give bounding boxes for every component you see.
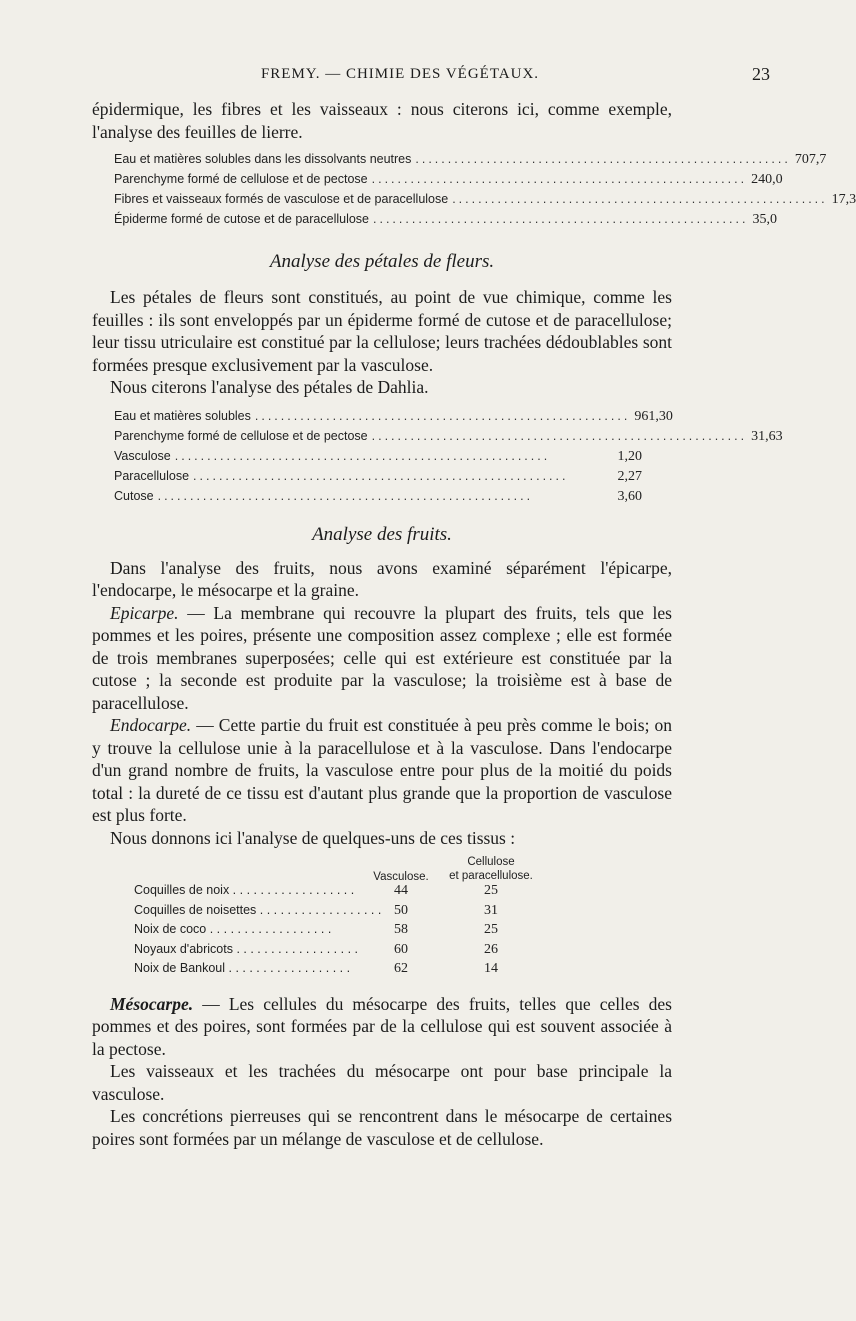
row-value: 240,0 bbox=[751, 172, 783, 187]
table-leaves bbox=[114, 152, 856, 232]
cellulose-value: 26 bbox=[484, 941, 498, 957]
paragraph-epicarpe-text: — La membrane qui recouvre la plupart des fruits, tels que les pommes et les poires, présente une composition assez complexe ; elle est formée de trois membranes superposées; celle qui est extérieure est constituée par la cutose ; la seconde est produite par la vasculose; la troisième est à base de paracellulose. bbox=[92, 602, 672, 713]
paragraph-epicarpe bbox=[92, 602, 672, 715]
table-row: Eau et matières solubles dans les dissolvants neutres .......................................................... 707,7 bbox=[114, 152, 827, 167]
row-label: Fibres et vaisseaux formés de vasculose et de paracellulose bbox=[114, 192, 449, 206]
running-head: FREMY. — CHIMIE DES VÉGÉTAUX. bbox=[260, 66, 540, 82]
table-row: Parenchyme formé de cellulose et de pectose .......................................................... 240,0 bbox=[114, 172, 783, 187]
paragraph-endocarpe bbox=[92, 714, 672, 827]
row-label: Parenchyme formé de cellulose et de pectose bbox=[114, 428, 368, 443]
cellulose-value: 25 bbox=[484, 883, 498, 898]
paragraph-mesocarpe-text: — Les cellules du mésocarpe des fruits, telles que celles des pommes et des poires, sont formées par de la cellulose qui est souvent associée à la pectose. bbox=[92, 993, 672, 1059]
col-header-cellulose: Cellulose et paracellulose. bbox=[449, 856, 533, 882]
row-label: Coquilles de noix bbox=[134, 883, 230, 897]
row-value: 707,7 bbox=[794, 152, 827, 167]
cellulose-value: 25 bbox=[484, 922, 498, 937]
table-row: Fibres et vaisseaux formés de vasculose et de paracellulose .......................................................... 17,3 bbox=[114, 192, 856, 207]
row-value: 3,60 bbox=[617, 488, 642, 504]
paragraph-endocarpe-text: — Cette partie du fruit est constituée à peu près comme le bois; on y trouve la cellulose unie à la paracellulose et à la vasculose. Dans l'endocarpe d'un grand nombre de fruits, la vasculose entre pour plus de la moitié du poids total : la dureté de ce tissu est d'autant plus grande que la proportion de vasculose est plus forte. bbox=[92, 715, 672, 825]
row-label: Noix de coco bbox=[134, 922, 207, 936]
heading-fruits: Analyse des fruits. bbox=[312, 523, 452, 545]
row-label: Coquilles de noisettes bbox=[134, 902, 257, 917]
page-number: 23 bbox=[752, 64, 770, 84]
row-value: 35,0 bbox=[752, 212, 777, 227]
cellulose-value: 31 bbox=[484, 902, 498, 918]
table-row: Noix de Bankoul . . . . . . . . . . . . . . . . . . 62 14 bbox=[134, 961, 574, 981]
paragraph-leaves-intro: épidermique, les fibres et les vaisseaux : nous citerons ici, comme exemple, l'analyse des feuilles de lierre. bbox=[92, 99, 672, 142]
term-endocarpe: Endocarpe. bbox=[110, 715, 192, 735]
vasculose-value: 50 bbox=[394, 902, 408, 918]
row-value: 1,20 bbox=[617, 448, 642, 464]
row-value: 17,3 bbox=[831, 192, 856, 207]
cellulose-value: 14 bbox=[484, 961, 498, 976]
vasculose-value: 60 bbox=[394, 941, 408, 957]
table-row: Coquilles de noix . . . . . . . . . . . . . . . . . . 44 25 bbox=[134, 883, 574, 903]
table-endocarpe bbox=[134, 849, 574, 981]
row-label: Épiderme formé de cutose et de paracellulose bbox=[114, 212, 370, 226]
paragraph-petals-2: Nous citerons l'analyse des pétales de Dahlia. bbox=[110, 377, 429, 397]
col-header-vasculose: Vasculose. bbox=[373, 871, 429, 883]
page-header bbox=[0, 62, 800, 90]
table-row: Noyaux d'abricots . . . . . . . . . . . . . . . . . . 60 26 bbox=[134, 942, 574, 962]
row-label: Noix de Bankoul bbox=[134, 961, 226, 975]
table-header bbox=[134, 849, 574, 883]
heading-petals: Analyse des pétales de fleurs. bbox=[269, 251, 495, 272]
row-value: 2,27 bbox=[617, 468, 642, 484]
row-label: Eau et matières solubles dans les dissolvants neutres bbox=[114, 152, 412, 166]
row-label: Parenchyme formé de cellulose et de pectose bbox=[114, 172, 368, 186]
term-mesocarpe: Mésocarpe. bbox=[110, 993, 194, 1014]
row-label: Paracellulose bbox=[114, 468, 190, 483]
page-body bbox=[92, 98, 856, 1150]
table-row: Coquilles de noisettes . . . . . . . . . . . . . . . . . . 50 31 bbox=[134, 903, 574, 923]
table-row: Cutose .......................................................... 3,60 bbox=[114, 488, 642, 504]
paragraph-mesocarpe-2: Les vaisseaux et les trachées du mésocarpe ont pour base principale la vasculose. bbox=[92, 1061, 672, 1104]
paragraph-endocarpe-2: Nous donnons ici l'analyse de quelques-uns de ces tissus : bbox=[110, 827, 516, 848]
table-row: Épiderme formé de cutose et de paracellulose .......................................................... 35,0 bbox=[114, 212, 777, 227]
table-row: Noix de coco . . . . . . . . . . . . . . . . . . 58 25 bbox=[134, 922, 574, 942]
table-row: Eau et matières solubles .......................................................... 961,30 bbox=[114, 408, 673, 424]
row-label: Eau et matières solubles bbox=[114, 408, 251, 423]
vasculose-value: 44 bbox=[394, 883, 408, 898]
paragraph-mesocarpe-3: Les concrétions pierreuses qui se rencontrent dans le mésocarpe de certaines poires sont formées par un mélange de vasculose et de cellulose. bbox=[92, 1106, 672, 1149]
term-epicarpe: Epicarpe. bbox=[110, 602, 179, 623]
table-row: Parenchyme formé de cellulose et de pectose .......................................................... 31,63 bbox=[114, 428, 783, 444]
paragraph-fruits-1: Dans l'analyse des fruits, nous avons examiné séparément l'épicarpe, l'endocarpe, le mésocarpe et la graine. bbox=[92, 557, 672, 600]
row-label: Cutose bbox=[114, 488, 154, 503]
table-dahlia bbox=[114, 408, 783, 509]
paragraph-petals-1: Les pétales de fleurs sont constitués, au point de vue chimique, comme les feuilles : ils sont enveloppés par un épiderme formé de cutose et de paracellulose; leur tissu utriculaire est constitué par la cellulose; leurs trachées dédoublables sont formées presque exclusivement par la vasculose. bbox=[92, 287, 672, 375]
vasculose-value: 62 bbox=[394, 961, 408, 976]
table-row: Paracellulose .......................................................... 2,27 bbox=[114, 468, 642, 484]
row-value: 31,63 bbox=[751, 428, 783, 444]
row-label: Vasculose bbox=[114, 448, 171, 463]
table-row: Vasculose .......................................................... 1,20 bbox=[114, 448, 642, 464]
vasculose-value: 58 bbox=[394, 922, 408, 937]
row-label: Noyaux d'abricots bbox=[134, 941, 233, 956]
paragraph-mesocarpe-1 bbox=[92, 993, 672, 1061]
row-value: 961,30 bbox=[634, 408, 673, 424]
